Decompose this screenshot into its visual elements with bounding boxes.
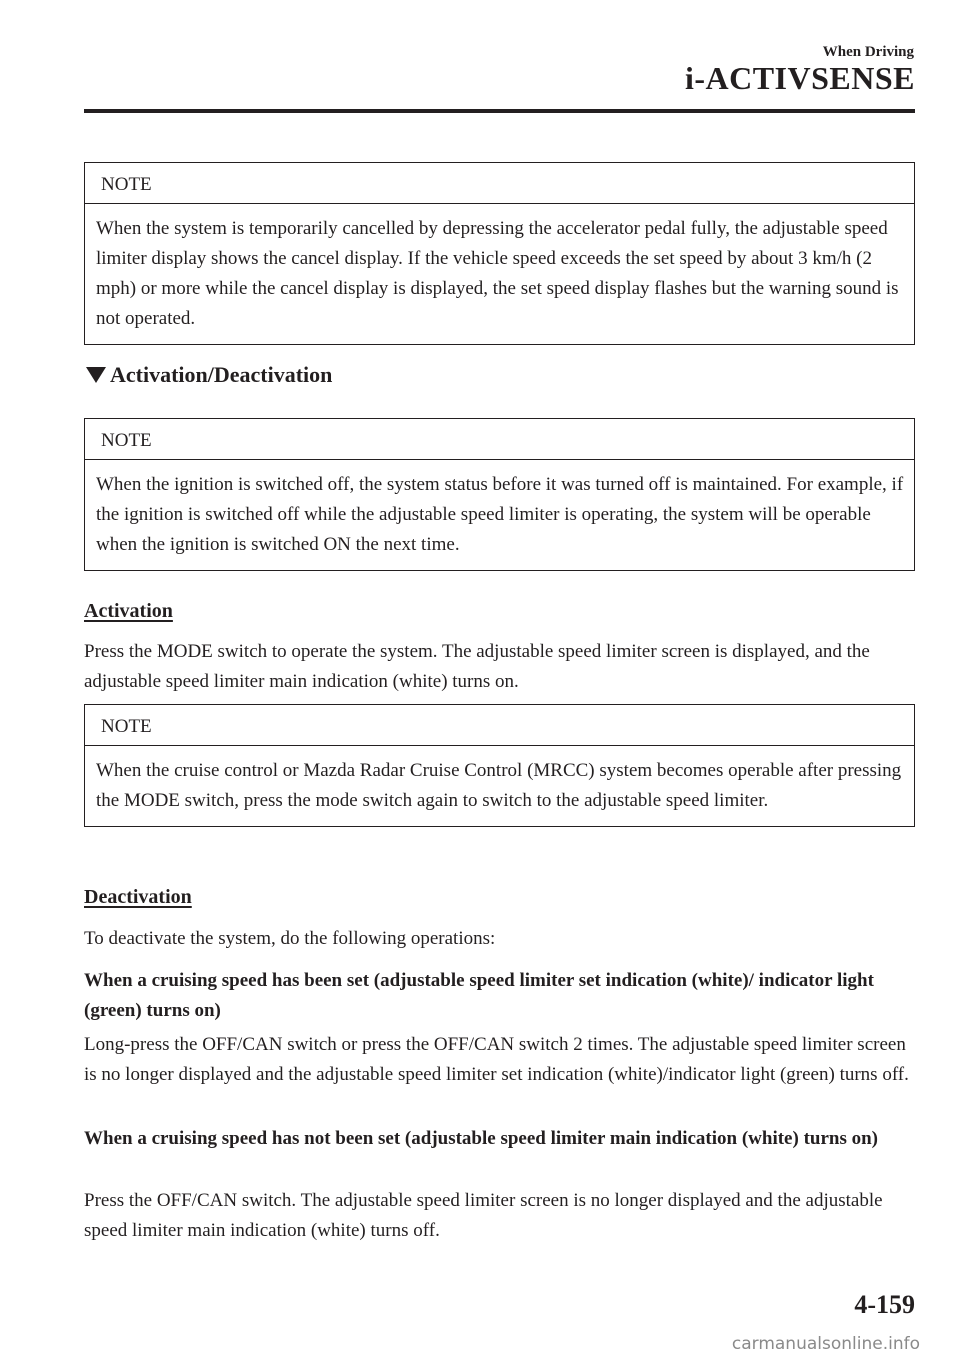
watermark-text: carmanualsonline.info [731,1334,920,1354]
note-box-cancel [84,162,915,345]
section-heading [86,362,332,388]
case2-title: When a cruising speed has not been set (adjustable speed limiter main indication (white) turns on) [84,1128,879,1149]
note-text: When the cruise control or Mazda Radar Cruise Control (MRCC) system becomes operable after pressing the MODE switch, press the mode switch again to switch to the adjustable speed limiter. [96,760,902,811]
header-chapter: i-ACTIVSENSE [684,60,915,96]
activation-heading: Activation [84,600,173,622]
header-rule [84,109,915,113]
note-label: NOTE [85,419,914,460]
page-number: 4-159 [854,1290,915,1319]
case1-title: When a cruising speed has been set (adjustable speed limiter set indication (white)/ indicator light (green) turns on) [84,970,874,1021]
case2-text: Press the OFF/CAN switch. The adjustable speed limiter screen is no longer displayed and the adjustable speed limiter main indication (white) turns off. [84,1190,883,1241]
deactivation-intro: To deactivate the system, do the following operations: [84,928,496,949]
section-title-text: Activation/Deactivation [110,362,333,387]
triangle-marker-icon [86,367,106,383]
case1-text: Long-press the OFF/CAN switch or press the OFF/CAN switch 2 times. The adjustable speed limiter screen is no longer displayed and the adjustable speed limiter set indication (white)/indicator light (green) turns off. [84,1034,909,1085]
note-text: When the system is temporarily cancelled by depressing the accelerator pedal fully, the adjustable speed limiter display shows the cancel display. If the vehicle speed exceeds the set speed by about 3 km/h (2 mph) or more while the cancel display is displayed, the set speed display flashes but the warning sound is not operated. [96,218,899,329]
note-label: NOTE [85,705,914,746]
header-section: When Driving [822,44,914,60]
activation-text: Press the MODE switch to operate the system. The adjustable speed limiter screen is displayed, and the adjustable speed limiter main indication (white) turns on. [84,641,870,692]
note-text: When the ignition is switched off, the system status before it was turned off is maintained. For example, if the ignition is switched off while the adjustable speed limiter is operating, the system will be operable when the ignition is switched ON the next time. [96,474,904,555]
deactivation-heading: Deactivation [84,886,192,908]
note-box-mode [84,704,915,827]
note-box-ignition [84,418,915,571]
note-label: NOTE [85,163,914,204]
